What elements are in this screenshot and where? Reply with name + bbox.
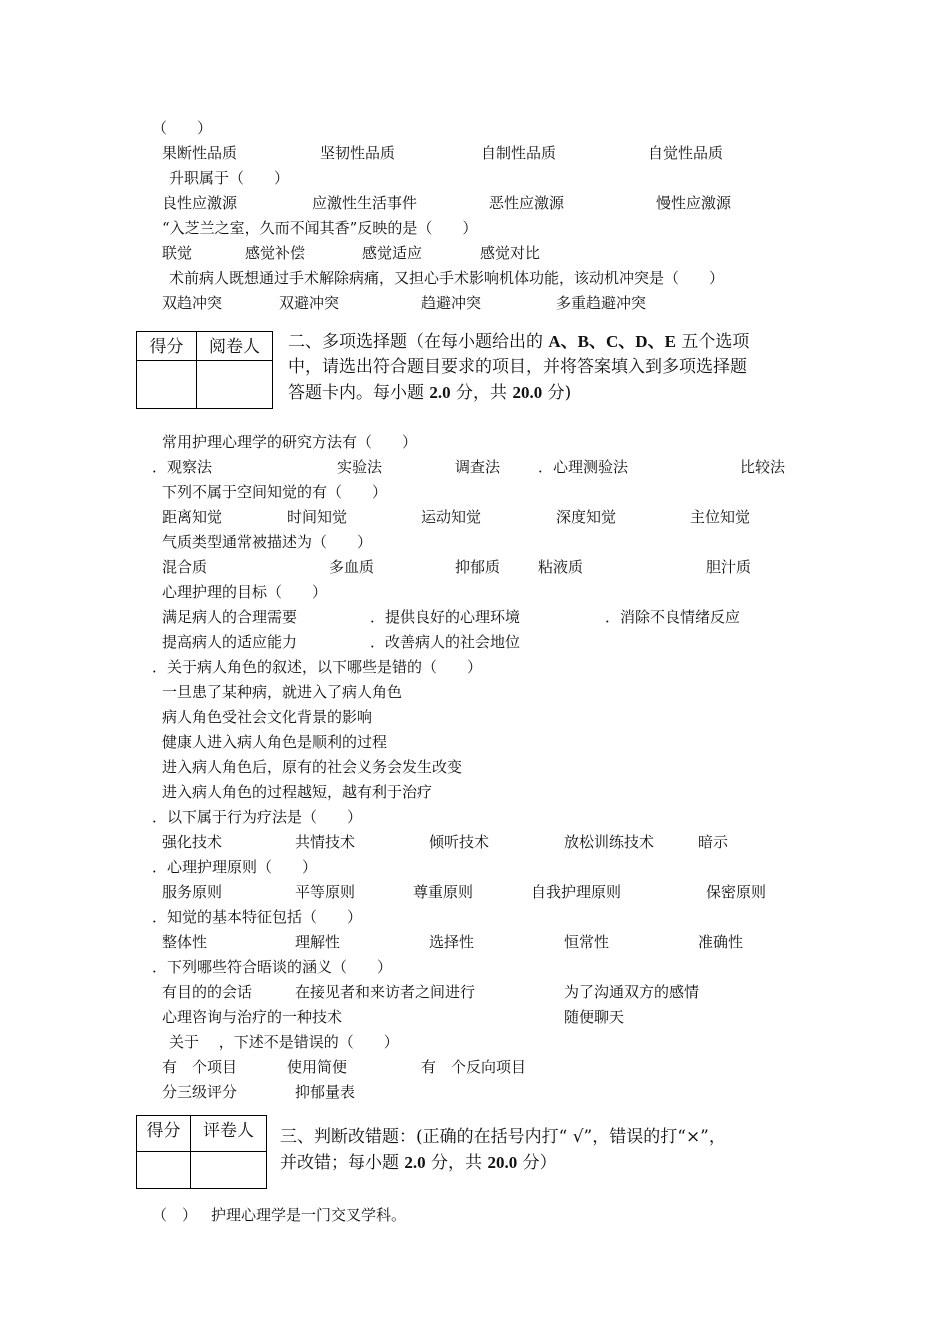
option-text: 倾听技术 — [429, 833, 490, 851]
question-stem: ．心理护理原则（ ） — [152, 858, 318, 876]
question-stem: ．知觉的基本特征包括（ ） — [152, 908, 363, 926]
option-text: 良性应激源 — [162, 194, 238, 212]
option-text: 双避冲突 — [279, 294, 340, 312]
option-text: 有 个项目 — [162, 1058, 238, 1076]
score-box — [136, 1115, 267, 1189]
question-stem: 关于 ，下述不是错误的（ ） — [169, 1033, 399, 1051]
question-stem: 气质类型通常被描述为（ ） — [162, 533, 373, 551]
section-heading: 三、判断改错题：(正确的在括号内打“ √”，错误的打“×”， 并改错；每小题 2.0 分，共 20.0 分） — [280, 1127, 726, 1173]
option-text: 使用简便 — [287, 1058, 348, 1076]
question-stem: 下列不属于空间知觉的有（ ） — [162, 483, 388, 501]
option-text: 理解性 — [295, 933, 341, 951]
answer-paren: （ ） — [152, 119, 213, 137]
score-header: 得分 — [137, 332, 197, 361]
score-cell[interactable] — [137, 361, 197, 409]
option-text: 准确性 — [698, 933, 744, 951]
option-text: 自觉性品质 — [648, 144, 724, 162]
option-text: 平等原则 — [295, 883, 356, 901]
question-stem: ．关于病人角色的叙述，以下哪些是错的（ ） — [152, 658, 483, 676]
option-text: 多重趋避冲突 — [556, 294, 647, 312]
option-text: 时间知觉 — [287, 508, 348, 526]
option-text: 恶性应激源 — [489, 194, 565, 212]
option-text: 自我护理原则 — [531, 883, 622, 901]
section-heading: 二、多项选择题（在每小题给出的 A、B、C、D、E 五个选项 中，请选出符合题目要求的项目，并将答案填入到多项选择题 答题卡内。每小题 2.0 分，共 20.0 分) — [288, 332, 750, 403]
option-text: 尊重原则 — [413, 883, 474, 901]
option-text: 距离知觉 — [162, 508, 223, 526]
option-text: 主位知觉 — [690, 508, 751, 526]
option-text: 有 个反向项目 — [421, 1058, 527, 1076]
option-text: 选择性 — [429, 933, 475, 951]
option-text: 感觉补偿 — [245, 244, 306, 262]
option-text: 抑郁量表 — [295, 1083, 356, 1101]
option-text: 满足病人的合理需要 — [162, 608, 298, 626]
question-stem: “入芝兰之室，久而不闻其香”反映的是（ ） — [162, 219, 478, 237]
option-text: ．观察法 — [152, 458, 213, 476]
option-text: 暗示 — [698, 833, 729, 851]
score-header: 得分 — [137, 1116, 191, 1152]
question-stem: 术前病人既想通过手术解除病痛，又担心手术影响机体功能，该动机冲突是（ ） — [169, 269, 725, 287]
option-text: 强化技术 — [162, 833, 223, 851]
option-text: 应激性生活事件 — [312, 194, 418, 212]
option-text: 坚韧性品质 — [320, 144, 396, 162]
option-text: 自制性品质 — [481, 144, 557, 162]
option-text: 提高病人的适应能力 — [162, 633, 298, 651]
option-text: 运动知觉 — [421, 508, 482, 526]
reviewer-header: 评卷人 — [191, 1116, 267, 1152]
option-text: 进入病人角色后，原有的社会义务会发生改变 — [162, 758, 463, 776]
question-stem: 常用护理心理学的研究方法有（ ） — [162, 433, 418, 451]
option-text: 感觉适应 — [362, 244, 423, 262]
option-text: 果断性品质 — [162, 144, 238, 162]
option-text: 慢性应激源 — [656, 194, 732, 212]
option-text: 感觉对比 — [480, 244, 541, 262]
reviewer-header: 阅卷人 — [197, 332, 273, 361]
option-text: 进入病人角色的过程越短，越有利于治疗 — [162, 783, 433, 801]
option-text: 随便聊天 — [564, 1008, 625, 1026]
option-text: 比较法 — [740, 458, 786, 476]
question-stem: 心理护理的目标（ ） — [162, 583, 328, 601]
option-text: 粘液质 — [538, 558, 584, 576]
option-text: 多血质 — [329, 558, 375, 576]
option-text: ．提供良好的心理环境 — [370, 608, 521, 626]
question-stem: ．下列哪些符合晤谈的涵义（ ） — [152, 958, 393, 976]
option-text: 趋避冲突 — [421, 294, 482, 312]
option-text: 恒常性 — [564, 933, 610, 951]
option-text: ．改善病人的社会地位 — [370, 633, 521, 651]
option-text: 心理咨询与治疗的一种技术 — [162, 1008, 343, 1026]
reviewer-cell[interactable] — [197, 361, 273, 409]
option-text: 放松训练技术 — [564, 833, 655, 851]
option-text: 抑郁质 — [455, 558, 501, 576]
option-text: ．消除不良情绪反应 — [605, 608, 741, 626]
score-cell[interactable] — [137, 1152, 191, 1189]
option-text: 联觉 — [162, 244, 193, 262]
option-text: 服务原则 — [162, 883, 223, 901]
question-stem: ．以下属于行为疗法是（ ） — [152, 808, 363, 826]
option-text: 整体性 — [162, 933, 208, 951]
option-text: 在接见者和来访者之间进行 — [295, 983, 476, 1001]
option-text: 实验法 — [337, 458, 383, 476]
option-text: 深度知觉 — [556, 508, 617, 526]
option-text: 为了沟通双方的感情 — [564, 983, 700, 1001]
option-text: 分三级评分 — [162, 1083, 238, 1101]
option-text: 共情技术 — [295, 833, 356, 851]
option-text: 混合质 — [162, 558, 208, 576]
option-text: 有目的的会话 — [162, 983, 253, 1001]
option-text: 保密原则 — [706, 883, 767, 901]
question-stem: 护理心理学是一门交叉学科。 — [211, 1206, 407, 1224]
question-stem: 升职属于（ ） — [169, 169, 290, 187]
option-text: 一旦患了某种病，就进入了病人角色 — [162, 683, 403, 701]
score-box — [136, 331, 273, 409]
answer-paren[interactable]: （ ） — [152, 1206, 198, 1224]
option-text: 调查法 — [455, 458, 501, 476]
option-text: 健康人进入病人角色是顺利的过程 — [162, 733, 388, 751]
option-text: ．心理测验法 — [538, 458, 629, 476]
reviewer-cell[interactable] — [191, 1152, 267, 1189]
option-text: 病人角色受社会文化背景的影响 — [162, 708, 373, 726]
option-text: 双趋冲突 — [162, 294, 223, 312]
option-text: 胆汁质 — [706, 558, 752, 576]
